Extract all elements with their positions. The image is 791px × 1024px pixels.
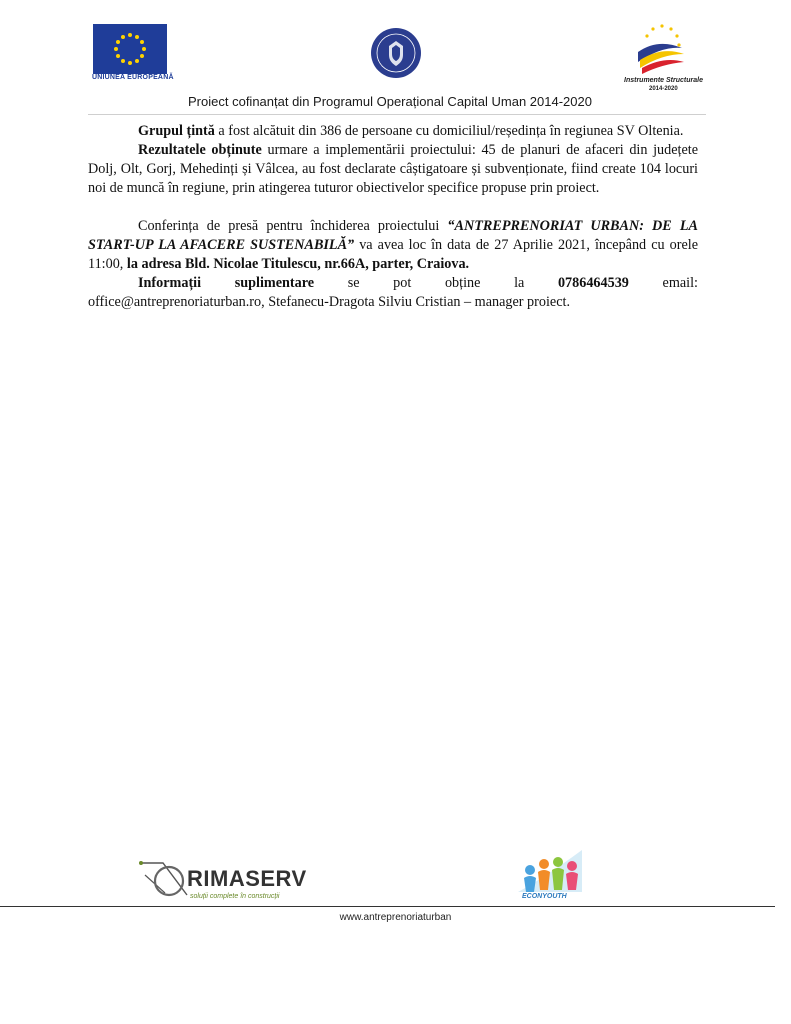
info-word-4: la [514,275,525,291]
paragraph-info-line [88,274,698,293]
eu-caption: UNIUNEA EUROPEANĂ [92,74,174,81]
paragraph-press-conference [88,217,698,274]
info-word-2: pot [393,275,412,291]
header-title: Proiect cofinanțat din Programul Operațional Capital Uman 2014-2020 [188,94,592,109]
info-phone: 0786464539 [557,275,629,291]
footer-divider [0,906,775,907]
info-word-1: se [347,275,360,291]
info-word-3: obține [444,275,481,291]
primaserv-name: RIMASERV [187,866,307,891]
conference-date: va avea loc în data de 27 Aprilie 2021, începând cu orele 11:00, [88,237,698,272]
is-caption: Instrumente Structurale [624,77,703,84]
paragraph-results [88,141,698,198]
instrumente-structurale-logo-icon [632,22,692,77]
target-group-text: a fost alcătuit din 386 de persoane cu domiciliul/reședința în regiunea SV Oltenia. [214,123,684,139]
conference-intro: Conferința de presă pentru închiderea proiectului [138,218,448,234]
eu-stars-icon [93,24,167,74]
info-word-5: email: [662,275,698,291]
results-text: urmare a implementării proiectului: 45 de planuri de afaceri din județete Dolj, Olt, Gorj, Mehedinți și Vâlcea, au fost declarate câștigatoare și subvenționate, fiind create 104 locuri noi de muncă în regiune, prin atingerea tuturor obiectivelor specifice propuse prin proiect. [88,142,698,196]
conference-address: la adresa Bld. Nicolae Titulescu, nr.66A, parter, Craiova. [126,256,470,272]
paragraph-target-group [88,122,698,141]
page-header [0,0,791,120]
results-label: Rezultatele obținute [138,142,262,158]
info-label-2: suplimentare [234,275,315,291]
project-title: “ANTREPRENORIAT URBAN: DE LA START-UP LA AFACERE SUSTENABILĂ” [88,218,698,253]
is-years: 2014-2020 [649,86,678,92]
footer-url: www.antreprenoriaturban [339,912,452,923]
primaserv-tagline: soluții complete în construcții [190,893,280,900]
target-group-label: Grupul țintă [138,123,215,139]
econyouth-name: ECONYOUTH [522,893,567,900]
document-body [88,122,698,312]
header-divider [88,114,706,115]
info-contact-line: office@antreprenoriaturban.ro, Stefanecu-Dragota Silviu Cristian – manager proiect. [88,294,570,310]
romanian-government-seal-icon [370,27,422,79]
eu-flag-logo [93,24,167,74]
info-label-1: Informații [138,275,202,291]
